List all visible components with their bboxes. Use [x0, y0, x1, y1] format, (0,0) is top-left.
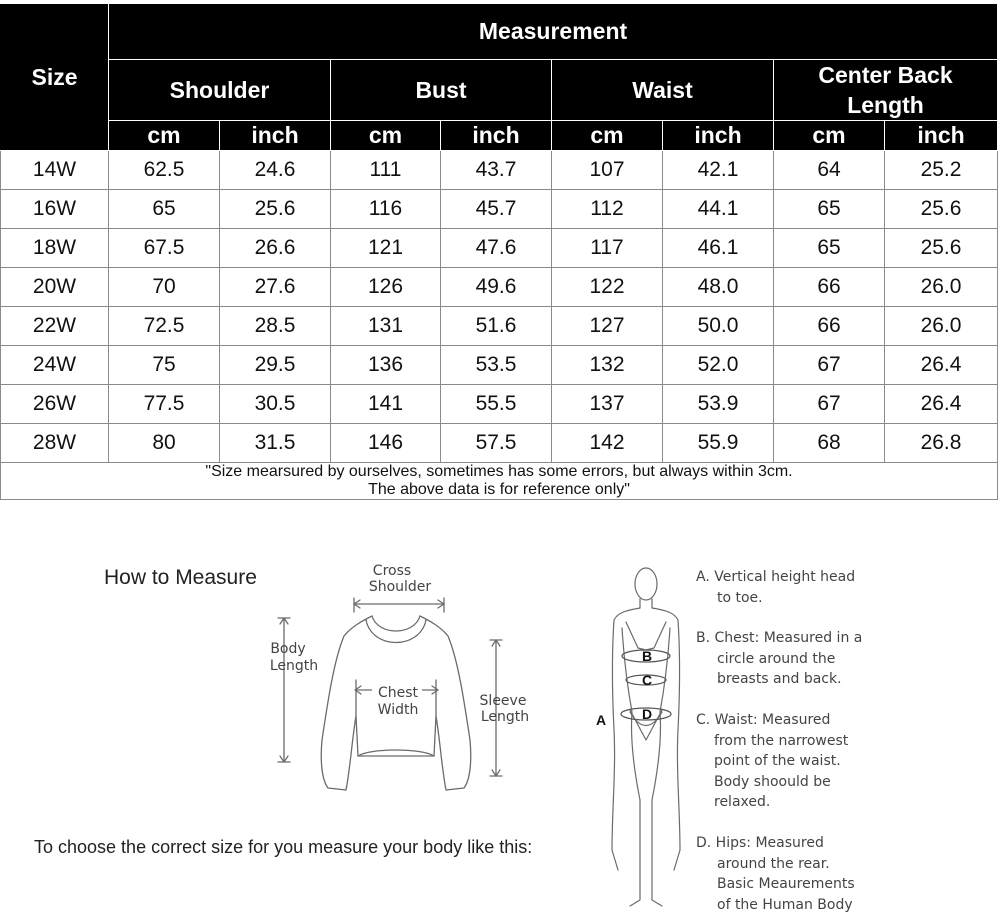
unit-header: inch [885, 121, 998, 151]
size-header: Size [1, 4, 109, 151]
measurement-cell: 26.0 [885, 268, 998, 307]
step-a [696, 567, 855, 608]
step-c [696, 710, 848, 813]
measurement-cell: 47.6 [441, 229, 552, 268]
measurement-cell: 111 [331, 151, 441, 190]
measurement-cell: 65 [109, 190, 220, 229]
step-b-line-2: circle around the [717, 650, 836, 667]
chest-width-label-2: Width [377, 702, 419, 718]
measurement-cell: 80 [109, 424, 220, 463]
size-cell: 20W [1, 268, 109, 307]
step-c-line-5: relaxed. [714, 794, 771, 810]
measurement-cell: 75 [109, 346, 220, 385]
measurement-cell: 72.5 [109, 307, 220, 346]
table-row [1, 151, 998, 190]
measurement-cell: 45.7 [441, 190, 552, 229]
body-length-label-2: Length [269, 658, 319, 674]
measurement-cell: 146 [331, 424, 441, 463]
figure-letter-d: D [642, 706, 653, 722]
step-b [696, 628, 862, 690]
body-figure [590, 560, 690, 915]
table-note-line-1: "Size mearsured by ourselves, sometimes has some errors, but always within 3cm. [205, 463, 793, 480]
measurement-cell: 52.0 [663, 346, 774, 385]
table-row [1, 307, 998, 346]
size-cell: 14W [1, 151, 109, 190]
unit-header: inch [663, 121, 774, 151]
how-to-measure-title: How to Measure [104, 566, 257, 589]
measurement-cell: 66 [774, 268, 885, 307]
step-d-line-3: Basic Meaurements [717, 876, 855, 892]
measurement-cell: 141 [331, 385, 441, 424]
figure-letter-a: A [596, 712, 607, 728]
measurement-cell: 77.5 [109, 385, 220, 424]
figure-letter-c: C [642, 672, 653, 688]
measurement-cell: 131 [331, 307, 441, 346]
measurement-cell: 142 [552, 424, 663, 463]
center-back-length-header: Center Back Length [774, 60, 998, 121]
unit-header: inch [441, 121, 552, 151]
step-c-line-1: C. Waist: Measured [696, 712, 831, 728]
measurement-cell: 117 [552, 229, 663, 268]
measurement-cell: 26.6 [220, 229, 331, 268]
measurement-header: Measurement [109, 4, 998, 60]
measurement-cell: 70 [109, 268, 220, 307]
measurement-cell: 126 [331, 268, 441, 307]
table-row [1, 424, 998, 463]
measurement-cell: 62.5 [109, 151, 220, 190]
unit-header: cm [774, 121, 885, 151]
measurement-cell: 65 [774, 190, 885, 229]
measurement-cell: 68 [774, 424, 885, 463]
table-row [1, 268, 998, 307]
measurement-cell: 26.4 [885, 385, 998, 424]
size-cell: 26W [1, 385, 109, 424]
measurement-cell: 24.6 [220, 151, 331, 190]
table-row [1, 190, 998, 229]
measurement-cell: 65 [774, 229, 885, 268]
step-a-line-2: to toe. [717, 589, 763, 606]
measurement-cell: 25.6 [885, 190, 998, 229]
measurement-cell: 57.5 [441, 424, 552, 463]
measurement-cell: 122 [552, 268, 663, 307]
measurement-cell: 27.6 [220, 268, 331, 307]
shoulder-header: Shoulder [109, 60, 331, 121]
unit-header: cm [552, 121, 663, 151]
body-length-label-1: Body [270, 641, 306, 657]
measurement-cell: 137 [552, 385, 663, 424]
sweater-diagram [262, 560, 552, 800]
step-d [696, 833, 855, 915]
table-row [1, 229, 998, 268]
measurement-cell: 51.6 [441, 307, 552, 346]
table-note-line-2: The above data is for reference only" [368, 481, 630, 498]
measurement-cell: 55.5 [441, 385, 552, 424]
measurement-cell: 31.5 [220, 424, 331, 463]
measurement-cell: 44.1 [663, 190, 774, 229]
measurement-cell: 30.5 [220, 385, 331, 424]
bust-header: Bust [331, 60, 552, 121]
sleeve-length-label-2: Length [480, 709, 530, 725]
step-b-line-1: B. Chest: Measured in a [696, 630, 863, 646]
size-cell: 18W [1, 229, 109, 268]
measurement-cell: 127 [552, 307, 663, 346]
unit-header: inch [220, 121, 331, 151]
measurement-cell: 107 [552, 151, 663, 190]
measurement-cell: 29.5 [220, 346, 331, 385]
measurement-cell: 25.2 [885, 151, 998, 190]
size-cell: 22W [1, 307, 109, 346]
figure-letter-b: B [642, 648, 653, 664]
waist-header: Waist [552, 60, 774, 121]
measurement-cell: 67 [774, 385, 885, 424]
measurement-cell: 49.6 [441, 268, 552, 307]
measurement-cell: 112 [552, 190, 663, 229]
size-cell: 16W [1, 190, 109, 229]
measurement-cell: 50.0 [663, 307, 774, 346]
cross-shoulder-label-2: Shoulder [368, 579, 432, 595]
step-c-line-4: Body shoould be [714, 773, 831, 790]
step-c-line-2: from the narrowest [714, 732, 849, 749]
measurement-cell: 64 [774, 151, 885, 190]
unit-header: cm [331, 121, 441, 151]
step-c-line-3: point of the waist. [714, 753, 841, 769]
measurement-cell: 26.4 [885, 346, 998, 385]
table-row [1, 346, 998, 385]
measurement-cell: 25.6 [885, 229, 998, 268]
table-note [1, 463, 998, 500]
cross-shoulder-label-1: Cross [372, 563, 412, 579]
measurement-cell: 28.5 [220, 307, 331, 346]
measurement-cell: 53.5 [441, 346, 552, 385]
size-cell: 28W [1, 424, 109, 463]
instruction-text: To choose the correct size for you measure your body like this: [34, 837, 533, 857]
step-b-line-3: breasts and back. [717, 671, 842, 687]
measurement-cell: 42.1 [663, 151, 774, 190]
chest-width-label-1: Chest [377, 685, 419, 701]
measurement-cell: 66 [774, 307, 885, 346]
measurement-cell: 132 [552, 346, 663, 385]
measurement-cell: 48.0 [663, 268, 774, 307]
measurement-cell: 116 [331, 190, 441, 229]
measurement-cell: 26.8 [885, 424, 998, 463]
measurement-cell: 121 [331, 229, 441, 268]
measurement-cell: 67.5 [109, 229, 220, 268]
size-cell: 24W [1, 346, 109, 385]
measurement-cell: 25.6 [220, 190, 331, 229]
measurement-cell: 46.1 [663, 229, 774, 268]
unit-header: cm [109, 121, 220, 151]
measurement-cell: 53.9 [663, 385, 774, 424]
step-d-line-4: of the Human Body [717, 896, 853, 913]
measurement-cell: 26.0 [885, 307, 998, 346]
table-row [1, 385, 998, 424]
measurement-cell: 136 [331, 346, 441, 385]
step-d-line-1: D. Hips: Measured [696, 835, 824, 851]
size-chart-table [0, 3, 998, 500]
step-d-line-2: around the rear. [717, 855, 830, 872]
sleeve-length-label-1: Sleeve [479, 693, 527, 709]
measurement-cell: 55.9 [663, 424, 774, 463]
step-a-line-1: A. Vertical height head [696, 569, 856, 585]
measurement-cell: 43.7 [441, 151, 552, 190]
measurement-cell: 67 [774, 346, 885, 385]
